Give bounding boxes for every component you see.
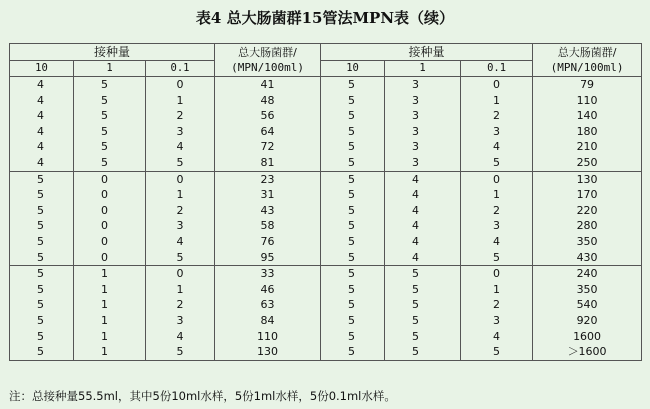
tube-count-cell: 3 xyxy=(385,155,461,171)
footnote: 注：总接种量55.5ml，其中5份10ml水样，5份1ml水样，5份0.1ml水样。 xyxy=(9,389,396,403)
tube-count-cell: 2 xyxy=(461,297,533,313)
mpn-value-cell: 41 xyxy=(215,77,321,93)
table-row xyxy=(10,250,642,266)
tube-count-cell: 4 xyxy=(10,108,74,124)
tube-count-cell: 3 xyxy=(385,93,461,109)
tube-count-cell: 5 xyxy=(321,250,385,266)
tube-count-cell: 5 xyxy=(10,187,74,203)
mpn-value-cell: 180 xyxy=(533,124,642,140)
tube-count-cell: 5 xyxy=(385,266,461,282)
tube-count-cell: 5 xyxy=(10,218,74,234)
mpn-value-cell: 540 xyxy=(533,297,642,313)
tube-count-cell: 5 xyxy=(321,266,385,282)
tube-count-cell: 5 xyxy=(385,313,461,329)
mpn-value-cell: 250 xyxy=(533,155,642,171)
tube-count-cell: 5 xyxy=(461,155,533,171)
tube-count-cell: 5 xyxy=(321,108,385,124)
mpn-value-cell: 140 xyxy=(533,108,642,124)
tube-count-cell: 5 xyxy=(321,155,385,171)
tube-count-cell: 2 xyxy=(146,108,215,124)
tube-count-cell: 5 xyxy=(321,313,385,329)
tube-count-cell: 5 xyxy=(321,203,385,219)
tube-count-cell: 3 xyxy=(385,124,461,140)
tube-count-cell: 0 xyxy=(461,266,533,282)
mpn-header-line1: 总大肠菌群/ xyxy=(238,46,297,59)
tube-count-cell: 4 xyxy=(461,139,533,155)
tube-count-cell: 4 xyxy=(146,139,215,155)
tube-count-cell: 3 xyxy=(146,124,215,140)
tube-count-cell: 4 xyxy=(385,218,461,234)
table-row xyxy=(10,218,642,234)
tube-count-cell: 4 xyxy=(146,234,215,250)
table-row xyxy=(10,93,642,109)
tube-count-cell: 0 xyxy=(146,77,215,93)
tube-count-cell: 4 xyxy=(385,203,461,219)
mpn-value-cell: 81 xyxy=(215,155,321,171)
tube-count-cell: 3 xyxy=(146,218,215,234)
mpn-value-cell: 76 xyxy=(215,234,321,250)
tube-count-cell: 0 xyxy=(146,171,215,187)
tube-count-cell: 2 xyxy=(461,108,533,124)
tube-count-cell: 5 xyxy=(321,187,385,203)
mpn-value-cell: 130 xyxy=(533,171,642,187)
tube-count-cell: 5 xyxy=(385,282,461,298)
tube-count-cell: 3 xyxy=(385,108,461,124)
mpn-value-cell: 48 xyxy=(215,93,321,109)
tube-count-cell: 0 xyxy=(461,171,533,187)
tube-count-cell: 1 xyxy=(461,93,533,109)
volume-0.1-header: 0.1 xyxy=(146,61,215,77)
mpn-value-cell: 920 xyxy=(533,313,642,329)
mpn-value-cell: 95 xyxy=(215,250,321,266)
mpn-value-cell: 72 xyxy=(215,139,321,155)
tube-count-cell: 0 xyxy=(74,203,146,219)
table-row xyxy=(10,297,642,313)
tube-count-cell: 5 xyxy=(10,282,74,298)
tube-count-cell: 0 xyxy=(74,250,146,266)
mpn-value-cell: 79 xyxy=(533,77,642,93)
table-body xyxy=(10,77,642,361)
tube-count-cell: 2 xyxy=(146,297,215,313)
tube-count-cell: 5 xyxy=(385,329,461,345)
table-row xyxy=(10,329,642,345)
tube-count-cell: 3 xyxy=(385,77,461,93)
tube-count-cell: 5 xyxy=(10,297,74,313)
tube-count-cell: 0 xyxy=(146,266,215,282)
mpn-value-cell: 170 xyxy=(533,187,642,203)
tube-count-cell: 1 xyxy=(146,187,215,203)
tube-count-cell: 4 xyxy=(10,124,74,140)
tube-count-cell: 4 xyxy=(385,171,461,187)
tube-count-cell: 5 xyxy=(74,155,146,171)
tube-count-cell: 5 xyxy=(10,171,74,187)
tube-count-cell: 5 xyxy=(74,124,146,140)
tube-count-cell: 5 xyxy=(10,329,74,345)
mpn-header-line2: (MPN/100ml) xyxy=(550,61,624,74)
mpn-value-cell: 210 xyxy=(533,139,642,155)
table-row xyxy=(10,139,642,155)
tube-count-cell: 5 xyxy=(10,313,74,329)
mpn-value-cell: 280 xyxy=(533,218,642,234)
table-row xyxy=(10,234,642,250)
tube-count-cell: 3 xyxy=(461,313,533,329)
mpn-value-cell: 350 xyxy=(533,234,642,250)
tube-count-cell: 5 xyxy=(10,203,74,219)
tube-count-cell: 5 xyxy=(461,250,533,266)
mpn-header-line1: 总大肠菌群/ xyxy=(557,46,617,59)
tube-count-cell: 0 xyxy=(74,218,146,234)
tube-count-cell: 4 xyxy=(461,329,533,345)
tube-count-cell: 5 xyxy=(321,124,385,140)
table-row xyxy=(10,171,642,187)
tube-count-cell: 1 xyxy=(146,282,215,298)
tube-count-cell: 5 xyxy=(146,250,215,266)
tube-count-cell: 1 xyxy=(461,282,533,298)
tube-count-cell: 4 xyxy=(461,234,533,250)
tube-count-cell: 4 xyxy=(10,77,74,93)
mpn-value-cell: 110 xyxy=(533,93,642,109)
volume-10-header: 10 xyxy=(321,61,385,77)
mpn-table xyxy=(9,43,642,361)
mpn-value-cell: 63 xyxy=(215,297,321,313)
mpn-value-cell: 43 xyxy=(215,203,321,219)
tube-count-cell: 4 xyxy=(385,187,461,203)
tube-count-cell: 5 xyxy=(10,344,74,360)
tube-count-cell: 5 xyxy=(321,282,385,298)
table-row xyxy=(10,124,642,140)
tube-count-cell: 5 xyxy=(321,297,385,313)
table-row xyxy=(10,344,642,360)
table-row xyxy=(10,187,642,203)
tube-count-cell: 1 xyxy=(74,344,146,360)
tube-count-cell: 4 xyxy=(10,139,74,155)
mpn-value-cell: 430 xyxy=(533,250,642,266)
tube-count-cell: 1 xyxy=(74,329,146,345)
mpn-header-line2: (MPN/100ml) xyxy=(231,61,304,74)
tube-count-cell: 0 xyxy=(74,187,146,203)
mpn-value-cell: 33 xyxy=(215,266,321,282)
tube-count-cell: 4 xyxy=(146,329,215,345)
tube-count-cell: 3 xyxy=(461,124,533,140)
mpn-value-cell: 58 xyxy=(215,218,321,234)
tube-count-cell: 5 xyxy=(74,93,146,109)
mpn-value-cell: 1600 xyxy=(533,329,642,345)
table-row xyxy=(10,108,642,124)
tube-count-cell: 1 xyxy=(74,266,146,282)
tube-count-cell: 5 xyxy=(146,344,215,360)
tube-count-cell: 5 xyxy=(321,93,385,109)
tube-count-cell: 0 xyxy=(461,77,533,93)
tube-count-cell: 5 xyxy=(321,344,385,360)
mpn-value-cell: 31 xyxy=(215,187,321,203)
tube-count-cell: 5 xyxy=(321,171,385,187)
tube-count-cell: 1 xyxy=(74,297,146,313)
table-row xyxy=(10,155,642,171)
tube-count-cell: 4 xyxy=(385,234,461,250)
tube-count-cell: 5 xyxy=(321,218,385,234)
mpn-value-cell: 110 xyxy=(215,329,321,345)
volume-1-header: 1 xyxy=(74,61,146,77)
tube-count-cell: 1 xyxy=(74,282,146,298)
tube-count-cell: 5 xyxy=(10,250,74,266)
volume-1-header: 1 xyxy=(385,61,461,77)
tube-count-cell: 5 xyxy=(74,139,146,155)
tube-count-cell: 4 xyxy=(10,93,74,109)
tube-count-cell: 5 xyxy=(146,155,215,171)
mpn-value-cell: ＞1600 xyxy=(533,344,642,360)
tube-count-cell: 3 xyxy=(146,313,215,329)
tube-count-cell: 3 xyxy=(461,218,533,234)
tube-count-cell: 5 xyxy=(461,344,533,360)
table-row xyxy=(10,266,642,282)
tube-count-cell: 5 xyxy=(321,234,385,250)
mpn-value-cell: 220 xyxy=(533,203,642,219)
table-row xyxy=(10,203,642,219)
mpn-value-cell: 56 xyxy=(215,108,321,124)
mpn-value-cell: 23 xyxy=(215,171,321,187)
tube-count-cell: 0 xyxy=(74,171,146,187)
mpn-value-cell: 46 xyxy=(215,282,321,298)
tube-count-cell: 5 xyxy=(321,77,385,93)
tube-count-cell: 5 xyxy=(385,344,461,360)
table-row xyxy=(10,282,642,298)
mpn-value-cell: 350 xyxy=(533,282,642,298)
volume-0.1-header: 0.1 xyxy=(461,61,533,77)
mpn-value-cell: 84 xyxy=(215,313,321,329)
tube-count-cell: 4 xyxy=(385,250,461,266)
table-row xyxy=(10,313,642,329)
tube-count-cell: 2 xyxy=(461,203,533,219)
tube-count-cell: 0 xyxy=(74,234,146,250)
tube-count-cell: 1 xyxy=(74,313,146,329)
mpn-value-cell: 64 xyxy=(215,124,321,140)
tube-count-cell: 3 xyxy=(385,139,461,155)
mpn-header-left xyxy=(215,44,321,77)
inoculum-header-right: 接种量 xyxy=(321,44,533,61)
mpn-value-cell: 240 xyxy=(533,266,642,282)
tube-count-cell: 5 xyxy=(321,329,385,345)
tube-count-cell: 4 xyxy=(10,155,74,171)
mpn-header-right xyxy=(533,44,642,77)
tube-count-cell: 1 xyxy=(461,187,533,203)
tube-count-cell: 2 xyxy=(146,203,215,219)
table-title: 表4 总大肠菌群15管法MPN表（续） xyxy=(195,9,455,27)
tube-count-cell: 5 xyxy=(74,77,146,93)
tube-count-cell: 5 xyxy=(385,297,461,313)
tube-count-cell: 5 xyxy=(321,139,385,155)
tube-count-cell: 1 xyxy=(146,93,215,109)
mpn-value-cell: 130 xyxy=(215,344,321,360)
tube-count-cell: 5 xyxy=(74,108,146,124)
tube-count-cell: 5 xyxy=(10,234,74,250)
volume-10-header: 10 xyxy=(10,61,74,77)
table-row xyxy=(10,77,642,93)
tube-count-cell: 5 xyxy=(10,266,74,282)
inoculum-header-left: 接种量 xyxy=(10,44,215,61)
